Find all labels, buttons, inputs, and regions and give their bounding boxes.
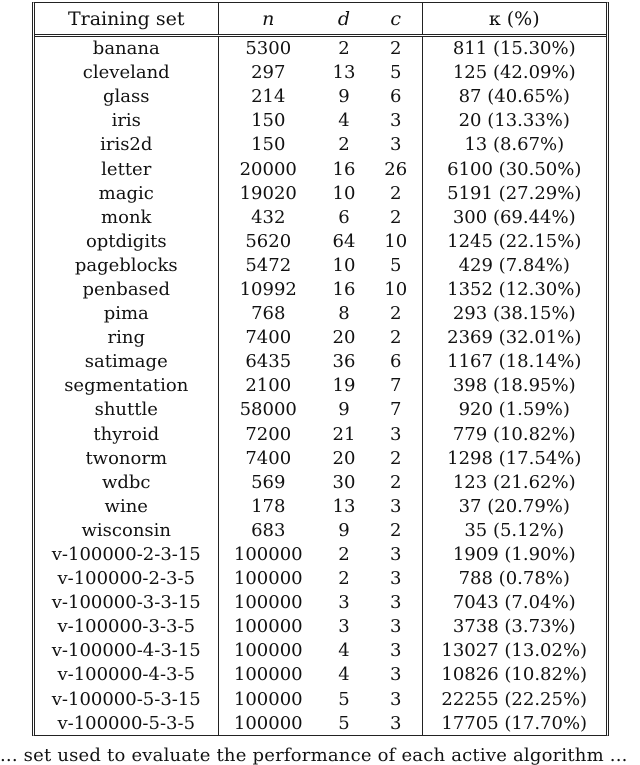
table-row: [35, 61, 606, 85]
cell-training-set: v-100000-5-3-5: [57, 712, 196, 734]
table-row: [35, 374, 606, 398]
cell-c: 3: [390, 134, 402, 156]
header-row: [35, 3, 606, 36]
cell-c: 2: [390, 38, 402, 60]
table-row: [35, 182, 606, 206]
cell-d: 13: [332, 495, 356, 517]
cell-n: 100000: [218, 615, 318, 639]
header-kappa: κ (%): [422, 3, 606, 36]
cell-kappa: 2369 (32.01%): [422, 326, 606, 350]
cell-c: 7: [390, 375, 402, 397]
cell-d: 16: [332, 278, 356, 300]
table-body: [35, 36, 606, 736]
cell-kappa: 920 (1.59%): [422, 398, 606, 422]
table-row: [35, 157, 606, 181]
cell-kappa: 87 (40.65%): [422, 85, 606, 109]
cell-d: 6: [338, 206, 350, 228]
dataset-table: [35, 3, 606, 736]
cell-n: 7200: [218, 423, 318, 447]
cell-training-set: optdigits: [85, 230, 167, 252]
cell-kappa: 17705 (17.70%): [422, 712, 606, 736]
table-row: [35, 447, 606, 471]
cell-d: 9: [338, 399, 350, 421]
table-row: [35, 471, 606, 495]
cell-d: 2: [338, 134, 350, 156]
cell-training-set: shuttle: [94, 399, 158, 421]
cell-c: 10: [384, 278, 408, 300]
cell-d: 3: [338, 592, 350, 614]
cell-kappa: 125 (42.09%): [422, 61, 606, 85]
cell-kappa: 6100 (30.50%): [422, 157, 606, 181]
cell-c: 5: [390, 62, 402, 84]
cell-n: 214: [218, 85, 318, 109]
cell-n: 100000: [218, 639, 318, 663]
table-row: [35, 326, 606, 350]
cell-n: 6435: [218, 350, 318, 374]
cell-d: 3: [338, 616, 350, 638]
table-row: [35, 350, 606, 374]
cell-training-set: v-100000-3-3-5: [57, 616, 196, 638]
cell-kappa: 1909 (1.90%): [422, 543, 606, 567]
cell-c: 3: [390, 568, 402, 590]
cell-n: 100000: [218, 663, 318, 687]
header-n: n: [218, 3, 318, 36]
cell-c: 2: [390, 519, 402, 541]
cell-n: 19020: [218, 182, 318, 206]
cell-n: 150: [218, 109, 318, 133]
cell-training-set: banana: [92, 38, 160, 60]
cell-kappa: 1167 (18.14%): [422, 350, 606, 374]
table-row: [35, 398, 606, 422]
cell-c: 2: [390, 327, 402, 349]
table-row: [35, 423, 606, 447]
cell-kappa: 429 (7.84%): [422, 254, 606, 278]
cell-c: 3: [390, 688, 402, 710]
cell-d: 13: [332, 62, 356, 84]
cell-training-set: wdbc: [101, 471, 151, 493]
cell-c: 3: [390, 592, 402, 614]
cell-training-set: v-100000-3-3-15: [51, 592, 201, 614]
cell-training-set: iris: [111, 110, 141, 132]
table-row: [35, 254, 606, 278]
table-row: [35, 591, 606, 615]
cell-d: 64: [332, 230, 356, 252]
cell-n: 100000: [218, 712, 318, 736]
cell-training-set: segmentation: [64, 375, 189, 397]
cell-c: 6: [390, 351, 402, 373]
cell-kappa: 5191 (27.29%): [422, 182, 606, 206]
cell-kappa: 788 (0.78%): [422, 567, 606, 591]
table-row: [35, 133, 606, 157]
cell-kappa: 7043 (7.04%): [422, 591, 606, 615]
cell-training-set: v-100000-4-3-15: [51, 640, 201, 662]
cell-training-set: v-100000-4-3-5: [57, 664, 196, 686]
cell-c: 2: [390, 447, 402, 469]
cell-c: 10: [384, 230, 408, 252]
table-row: [35, 663, 606, 687]
cell-kappa: 123 (21.62%): [422, 471, 606, 495]
cell-n: 100000: [218, 543, 318, 567]
cell-d: 4: [338, 640, 350, 662]
cell-kappa: 3738 (3.73%): [422, 615, 606, 639]
cell-kappa: 20 (13.33%): [422, 109, 606, 133]
table-row: [35, 712, 606, 736]
cell-n: 178: [218, 495, 318, 519]
cell-d: 2: [338, 38, 350, 60]
cell-n: 100000: [218, 688, 318, 712]
cell-kappa: 1352 (12.30%): [422, 278, 606, 302]
cell-training-set: thyroid: [93, 423, 160, 445]
cell-kappa: 293 (38.15%): [422, 302, 606, 326]
caption-fragment: ... set used to evaluate the performance of each active algorithm ...: [0, 745, 628, 765]
table-row: [35, 519, 606, 543]
cell-n: 569: [218, 471, 318, 495]
cell-c: 3: [390, 616, 402, 638]
cell-training-set: satimage: [84, 351, 168, 373]
cell-c: 3: [390, 664, 402, 686]
cell-training-set: glass: [103, 86, 150, 108]
cell-d: 2: [338, 568, 350, 590]
cell-training-set: iris2d: [100, 134, 153, 156]
cell-d: 10: [332, 182, 356, 204]
cell-training-set: v-100000-5-3-15: [51, 688, 201, 710]
cell-training-set: wisconsin: [81, 519, 171, 541]
cell-c: 3: [390, 110, 402, 132]
cell-d: 9: [338, 86, 350, 108]
table-row: [35, 615, 606, 639]
cell-c: 26: [384, 158, 408, 180]
table-row: [35, 567, 606, 591]
cell-d: 20: [332, 327, 356, 349]
cell-d: 21: [332, 423, 356, 445]
cell-kappa: 10826 (10.82%): [422, 663, 606, 687]
cell-training-set: letter: [101, 158, 152, 180]
cell-training-set: pima: [103, 303, 149, 325]
cell-d: 4: [338, 110, 350, 132]
cell-d: 20: [332, 447, 356, 469]
cell-d: 8: [338, 303, 350, 325]
cell-n: 2100: [218, 374, 318, 398]
cell-c: 2: [390, 182, 402, 204]
cell-c: 2: [390, 303, 402, 325]
cell-d: 19: [332, 375, 356, 397]
cell-training-set: monk: [101, 206, 152, 228]
cell-d: 16: [332, 158, 356, 180]
table-row: [35, 85, 606, 109]
cell-n: 7400: [218, 447, 318, 471]
cell-n: 297: [218, 61, 318, 85]
table-row: [35, 688, 606, 712]
cell-d: 4: [338, 664, 350, 686]
cell-c: 3: [390, 544, 402, 566]
cell-n: 683: [218, 519, 318, 543]
header-d: d: [337, 7, 351, 30]
cell-c: 3: [390, 423, 402, 445]
table-row: [35, 109, 606, 133]
cell-c: 3: [390, 495, 402, 517]
table-row: [35, 495, 606, 519]
cell-n: 58000: [218, 398, 318, 422]
cell-kappa: 811 (15.30%): [422, 36, 606, 62]
cell-kappa: 1298 (17.54%): [422, 447, 606, 471]
table-row: [35, 302, 606, 326]
cell-training-set: wine: [104, 495, 148, 517]
table-header: [35, 3, 606, 36]
cell-training-set: penbased: [82, 278, 170, 300]
cell-kappa: 22255 (22.25%): [422, 688, 606, 712]
cell-training-set: cleveland: [82, 62, 170, 84]
cell-d: 9: [338, 519, 350, 541]
cell-c: 2: [390, 206, 402, 228]
cell-c: 6: [390, 86, 402, 108]
cell-training-set: ring: [107, 327, 145, 349]
cell-training-set: twonorm: [85, 447, 168, 469]
table-row: [35, 206, 606, 230]
dataset-table-frame: [32, 2, 609, 736]
cell-d: 30: [332, 471, 356, 493]
cell-training-set: v-100000-2-3-15: [51, 544, 201, 566]
table-row: [35, 230, 606, 254]
cell-c: 3: [390, 712, 402, 734]
cell-n: 7400: [218, 326, 318, 350]
cell-kappa: 300 (69.44%): [422, 206, 606, 230]
cell-c: 5: [390, 254, 402, 276]
cell-n: 5472: [218, 254, 318, 278]
cell-n: 10992: [218, 278, 318, 302]
cell-c: 7: [390, 399, 402, 421]
cell-n: 768: [218, 302, 318, 326]
cell-d: 2: [338, 544, 350, 566]
table-row: [35, 543, 606, 567]
table-row: [35, 36, 606, 62]
cell-c: 2: [390, 471, 402, 493]
cell-d: 10: [332, 254, 356, 276]
table-row: [35, 278, 606, 302]
cell-d: 5: [338, 712, 350, 734]
cell-kappa: 35 (5.12%): [422, 519, 606, 543]
cell-kappa: 37 (20.79%): [422, 495, 606, 519]
cell-kappa: 13 (8.67%): [422, 133, 606, 157]
table-row: [35, 639, 606, 663]
header-c: c: [390, 7, 402, 30]
header-training-set: Training set: [67, 7, 185, 30]
cell-n: 432: [218, 206, 318, 230]
cell-kappa: 779 (10.82%): [422, 423, 606, 447]
cell-kappa: 13027 (13.02%): [422, 639, 606, 663]
cell-kappa: 398 (18.95%): [422, 374, 606, 398]
cell-d: 36: [332, 351, 356, 373]
cell-training-set: pageblocks: [74, 254, 178, 276]
cell-d: 5: [338, 688, 350, 710]
cell-n: 100000: [218, 567, 318, 591]
cell-n: 20000: [218, 157, 318, 181]
cell-n: 5620: [218, 230, 318, 254]
cell-n: 5300: [218, 36, 318, 62]
cell-c: 3: [390, 640, 402, 662]
cell-n: 150: [218, 133, 318, 157]
cell-training-set: v-100000-2-3-5: [57, 568, 196, 590]
cell-kappa: 1245 (22.15%): [422, 230, 606, 254]
cell-training-set: magic: [98, 182, 154, 204]
cell-n: 100000: [218, 591, 318, 615]
